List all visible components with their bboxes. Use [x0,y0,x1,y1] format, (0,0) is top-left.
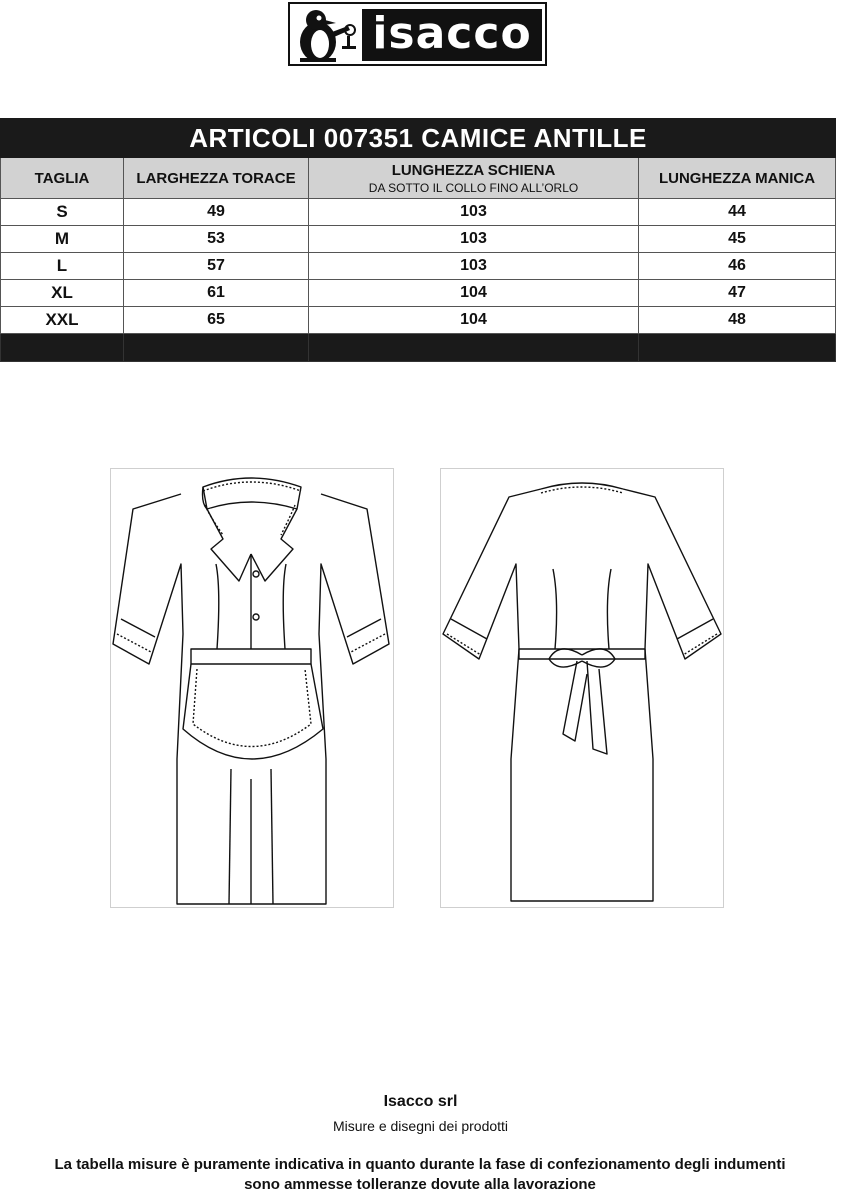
cell-size: XXL [1,307,124,334]
cell-back: 103 [309,253,639,280]
cell-back: 103 [309,226,639,253]
table-row [1,280,836,307]
cell-size: XL [1,280,124,307]
cell-size: M [1,226,124,253]
cell-chest: 53 [124,226,309,253]
brand-logo [288,2,547,66]
table-row [1,253,836,280]
front-view-drawing [110,468,394,908]
company-name: Isacco srl [383,1093,458,1110]
table-title: ARTICOLI 007351 CAMICE ANTILLE [1,119,836,158]
cell-sleeve: 46 [639,253,836,280]
table-row [1,199,836,226]
cell-size: S [1,199,124,226]
logo-wordmark: isacco [362,9,542,61]
table-header-row [1,158,836,199]
cell-sleeve: 48 [639,307,836,334]
cell-chest: 65 [124,307,309,334]
disclaimer [20,1155,820,1195]
cell-back: 104 [309,307,639,334]
header-chest: LARGHEZZA TORACE [124,158,309,199]
header-back-length [309,158,639,199]
cell-chest: 49 [124,199,309,226]
table-title-row [1,119,836,158]
header-sleeve: LUNGHEZZA MANICA [639,158,836,199]
header-back-sublabel: DA SOTTO IL COLLO FINO ALL’ORLO [368,180,579,195]
cell-sleeve: 44 [639,199,836,226]
table-row [1,307,836,334]
footer-subtitle: Misure e disegni dei prodotti [332,1118,509,1134]
cell-chest: 61 [124,280,309,307]
disclaimer-line-1: La tabella misure è puramente indicativa in quanto durante la fase di confezionamento degli indumenti [54,1156,786,1173]
header-size: TAGLIA [1,158,124,199]
penguin-logo-icon [292,6,360,64]
table-footer-bar [1,334,836,362]
table-row [1,226,836,253]
back-view-drawing [440,468,724,908]
cell-size: L [1,253,124,280]
cell-sleeve: 45 [639,226,836,253]
size-table [0,118,836,362]
cell-chest: 57 [124,253,309,280]
cell-sleeve: 47 [639,280,836,307]
disclaimer-line-2: sono ammesse tolleranze dovute alla lavorazione [244,1176,596,1193]
header-back-label: LUNGHEZZA SCHIENA [391,161,556,179]
cell-back: 103 [309,199,639,226]
cell-back: 104 [309,280,639,307]
back-garment-illustration [441,469,723,907]
front-garment-illustration [111,469,393,907]
